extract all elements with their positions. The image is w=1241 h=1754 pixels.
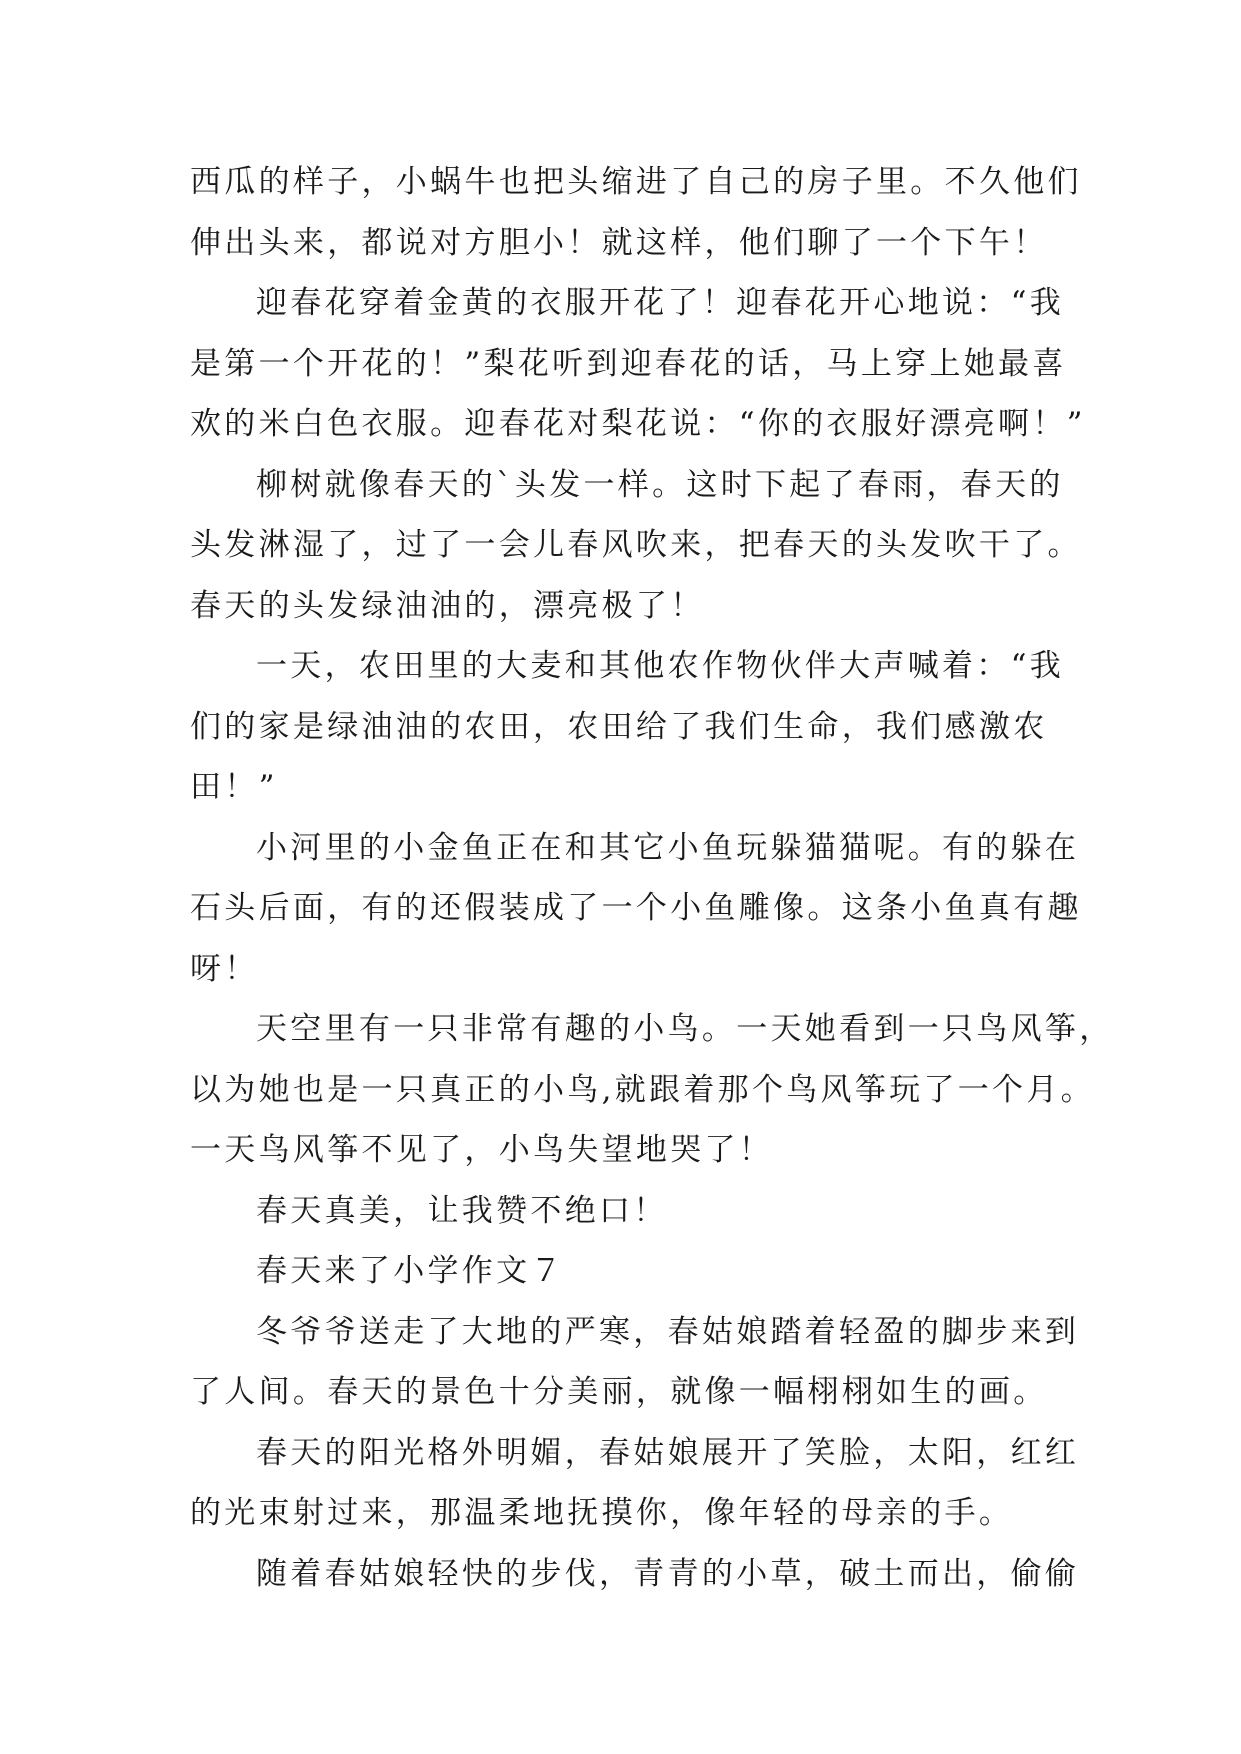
paragraph-start-line: 天空里有一只非常有趣的小鸟。一天她看到一只鸟风筝， bbox=[256, 1011, 1114, 1047]
paragraph-start-line: 春天真美，让我赞不绝口！ bbox=[256, 1192, 668, 1229]
text-line: 了人间。春天的景色十分美丽，就像一幅栩栩如生的画。 bbox=[190, 1374, 1048, 1410]
text-line: 石头后面，有的还假装成了一个小鱼雕像。这条小鱼真有趣 bbox=[190, 890, 1082, 926]
text-line: 以为她也是一只真正的小鸟,就跟着那个鸟风筝玩了一个月。 bbox=[190, 1071, 1095, 1108]
text-line: 们的家是绿油油的农田，农田给了我们生命，我们感激农 bbox=[190, 708, 1048, 745]
paragraph-start-line: 春天的阳光格外明媚，春姑娘展开了笑脸，太阳，红红 bbox=[256, 1434, 1080, 1471]
paragraph-start-line: 迎春花穿着金黄的衣服开花了！迎春花开心地说：“我 bbox=[256, 285, 1065, 321]
paragraph-start-line: 随着春姑娘轻快的步伐，青青的小草，破土而出，偷偷 bbox=[256, 1555, 1080, 1592]
text-line: 是第一个开花的！”梨花听到迎春花的话，马上穿上她最喜 bbox=[190, 345, 1067, 382]
paragraph-start-line: 冬爷爷送走了大地的严寒，春姑娘踏着轻盈的脚步来到 bbox=[256, 1313, 1080, 1350]
document-body bbox=[190, 152, 1114, 1604]
section-heading: 春天来了小学作文７ bbox=[256, 1253, 565, 1289]
text-line: 伸出头来，都说对方胆小！就这样，他们聊了一个下午！ bbox=[190, 224, 1048, 261]
text-line: 一天鸟风筝不见了，小鸟失望地哭了！ bbox=[190, 1132, 774, 1168]
text-line: 春天的头发绿油油的，漂亮极了！ bbox=[190, 587, 705, 624]
paragraph-start-line: 小河里的小金鱼正在和其它小鱼玩躲猫猫呢。有的躲在 bbox=[256, 829, 1080, 866]
text-line: 西瓜的样子，小蜗牛也把头缩进了自己的房子里。不久他们 bbox=[190, 164, 1082, 200]
paragraph-start-line: 柳树就像春天的`头发一样。这时下起了春雨，春天的 bbox=[256, 466, 1064, 503]
text-line: 的光束射过来，那温柔地抚摸你，像年轻的母亲的手。 bbox=[190, 1495, 1014, 1531]
text-line: 头发淋湿了，过了一会儿春风吹来，把春天的头发吹干了。 bbox=[190, 527, 1082, 563]
text-line: 欢的米白色衣服。迎春花对梨花说：“你的衣服好漂亮啊！” bbox=[190, 406, 1086, 442]
text-line: 田！” bbox=[190, 769, 278, 805]
text-line: 呀！ bbox=[190, 950, 259, 987]
paragraph-start-line: 一天，农田里的大麦和其他农作物伙伴大声喊着：“我 bbox=[256, 648, 1065, 684]
